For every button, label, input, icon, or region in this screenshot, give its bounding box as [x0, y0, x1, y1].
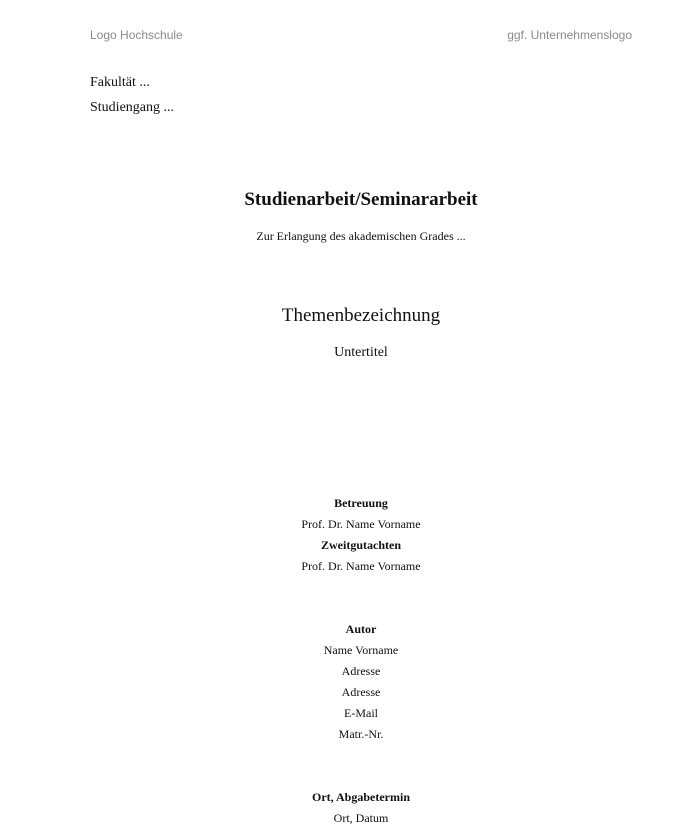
author-name: Name Vorname [323, 643, 399, 657]
submission-value: Ort, Datum [333, 811, 389, 825]
supervisor-label: Betreuung [334, 496, 388, 510]
subtitle: Untertitel [334, 345, 388, 360]
supervisor-name: Prof. Dr. Name Vorname [301, 517, 421, 531]
supervision-block [0, 493, 685, 577]
faculty-line: Fakultät ... [90, 75, 150, 90]
company-logo-placeholder: ggf. Unternehmenslogo [507, 28, 632, 42]
second-reviewer-label: Zweitgutachten [321, 538, 401, 552]
submission-block [0, 787, 685, 829]
author-address-line-1: Adresse [341, 664, 381, 678]
topic-title: Themenbezeichnung [281, 305, 441, 326]
author-label: Autor [345, 622, 377, 636]
document-type-title: Studienarbeit/Seminararbeit [244, 189, 478, 210]
institution-block [90, 70, 174, 120]
second-reviewer-name: Prof. Dr. Name Vorname [301, 559, 421, 573]
program-line: Studiengang ... [90, 100, 174, 115]
degree-line: Zur Erlangung des akademischen Grades ... [256, 229, 466, 243]
submission-label: Ort, Abgabetermin [312, 790, 410, 804]
university-logo-placeholder: Logo Hochschule [90, 28, 183, 42]
author-student-id: Matr.-Nr. [338, 727, 384, 741]
author-block [0, 619, 685, 745]
author-address-line-2: Adresse [341, 685, 381, 699]
author-email: E-Mail [344, 706, 378, 720]
